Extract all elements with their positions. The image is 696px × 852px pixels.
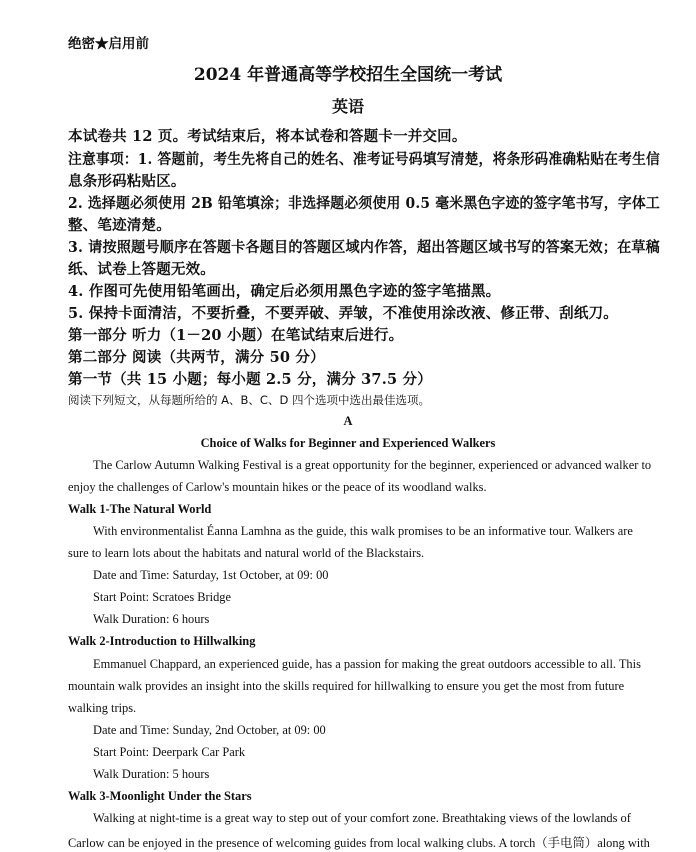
- instructions-intro: 本试卷共 12 页。考试结束后，将本试卷和答题卡一并交回。: [68, 128, 467, 145]
- part-1-heading: 第一部分 听力（1－20 小题）在笔试结束后进行。: [68, 327, 404, 344]
- note-2-line-1: 2. 选择题必须使用 2B 铅笔填涂；非选择题必须使用 0.5 毫米黑色字迹的签字笔书写，字体工: [68, 195, 660, 212]
- walk-2-heading: Walk 2-Introduction to Hillwalking: [68, 634, 256, 648]
- reading-directions: 阅读下列短文，从每题所给的 A、B、C、D 四个选项中选出最佳选项。: [68, 393, 430, 407]
- confidential-label: 绝密★启用前: [68, 36, 149, 52]
- walk-1-duration: Walk Duration: 6 hours: [93, 612, 210, 626]
- note-5: 5. 保持卡面清洁，不要折叠，不要弄破、弄皱，不准使用涂改液、修正带、刮纸刀。: [68, 305, 618, 322]
- note-2-line-2: 整、笔迹清楚。: [68, 217, 171, 234]
- walk-2-desc-line-1: Emmanuel Chappard, an experienced guide, has a passion for making the great outdoors accessible to all. This: [93, 657, 641, 671]
- walk-3-heading: Walk 3-Moonlight Under the Stars: [68, 789, 252, 803]
- walk-3-desc-line-1: Walking at night-time is a great way to step out of your comfort zone. Breathtaking views of the lowlands of: [93, 811, 631, 825]
- note-1-line-2: 息条形码粘贴区。: [68, 173, 186, 190]
- passage-intro-line-1: The Carlow Autumn Walking Festival is a great opportunity for the beginner, experienced or advanced walker to: [93, 458, 652, 472]
- passage-title: Choice of Walks for Beginner and Experienced Walkers: [200, 436, 496, 450]
- walk-2-desc-line-2: mountain walk provides an insight into the skills required for hillwalking to ensure you get the most from future: [68, 679, 625, 693]
- walk-1-start: Start Point: Scratoes Bridge: [93, 590, 232, 604]
- walk-1-desc-line-1: With environmentalist Éanna Lamhna as the guide, this walk promises to be an informative tour. Walkers are: [93, 524, 633, 538]
- note-3-line-1: 3. 请按照题号顺序在答题卡各题目的答题区域内作答，超出答题区域书写的答案无效；在草稿: [68, 239, 660, 256]
- walk-2-duration: Walk Duration: 5 hours: [93, 767, 210, 781]
- subject-title: 英语: [331, 97, 364, 116]
- walk-1-desc-line-2: sure to learn lots about the habitats and natural world of the Blackstairs.: [68, 546, 425, 560]
- walk-1-heading: Walk 1-The Natural World: [68, 502, 212, 516]
- passage-letter: A: [343, 414, 353, 428]
- walk-1-date: Date and Time: Saturday, 1st October, at 09: 00: [93, 568, 329, 582]
- note-1-line-1: 注意事项：1. 答题前，考生先将自己的姓名、准考证号码填写清楚，将条形码准确粘贴在考生信: [68, 151, 660, 168]
- walk-2-desc-line-3: walking trips.: [68, 701, 137, 715]
- part-2-heading: 第二部分 阅读（共两节，满分 50 分）: [68, 349, 325, 366]
- walk-2-start: Start Point: Deerpark Car Park: [93, 745, 246, 759]
- walk-2-date: Date and Time: Sunday, 2nd October, at 09: 00: [93, 723, 326, 737]
- section-1-heading: 第一节（共 15 小题；每小题 2.5 分，满分 37.5 分）: [68, 371, 432, 388]
- exam-title: 2024 年普通高等学校招生全国统一考试: [193, 65, 503, 85]
- passage-intro-line-2: enjoy the challenges of Carlow's mountain hikes or the peace of its woodland walks.: [68, 480, 487, 494]
- note-4: 4. 作图可先使用铅笔画出，确定后必须用黑色字迹的签字笔描黑。: [68, 283, 501, 300]
- walk-3-desc-line-2: Carlow can be enjoyed in the presence of welcoming guides from local walking clubs. A torch（手电筒）along with: [68, 836, 650, 850]
- note-3-line-2: 纸、试卷上答题无效。: [68, 261, 215, 278]
